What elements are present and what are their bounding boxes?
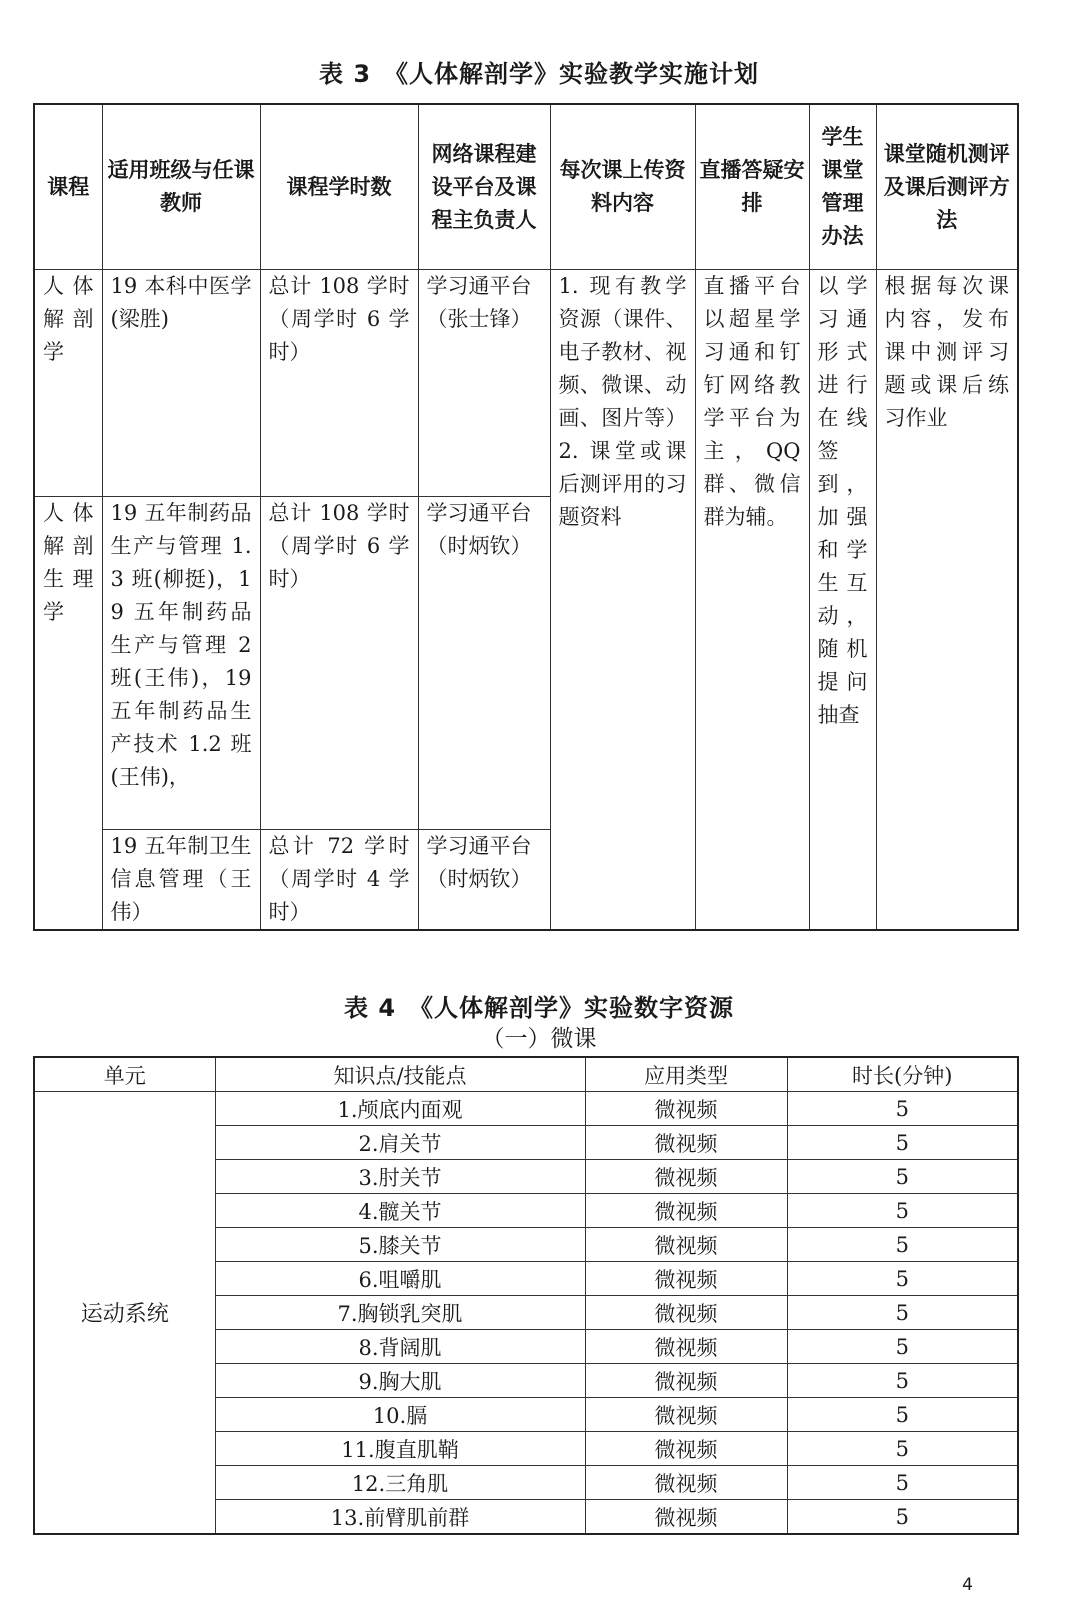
management-cell: 以学习通形式进行在线签到，加强和学生互动，随机提问抽查 — [809, 270, 876, 931]
hours-cell: 总计 108 学时（周学时 6 学时） — [260, 270, 418, 497]
point-cell: 6.咀嚼肌 — [215, 1262, 585, 1296]
header-live: 直播答疑安排 — [695, 104, 809, 270]
header-course: 课程 — [34, 104, 102, 270]
class-teacher-cell: 19 五年制药品生产与管理 1.3 班(柳挺)，19 五年制药品生产与管理 2 班(王伟)，19 五年制药品生产技术 1.2 班(王伟)， — [102, 497, 260, 830]
duration-cell: 5 — [787, 1330, 1018, 1364]
type-cell: 微视频 — [585, 1330, 787, 1364]
point-cell: 10.膈 — [215, 1398, 585, 1432]
header-class-teacher: 适用班级与任课教师 — [102, 104, 260, 270]
header-assessment: 课堂随机测评及课后测评方法 — [876, 104, 1018, 270]
point-cell: 9.胸大肌 — [215, 1364, 585, 1398]
table4-title: 表 4 《人体解剖学》实验数字资源 — [343, 994, 735, 1022]
assessment-cell: 根据每次课内容，发布课中测评习题或课后练习作业 — [876, 270, 1018, 931]
type-cell: 微视频 — [585, 1160, 787, 1194]
type-cell: 微视频 — [585, 1500, 787, 1535]
header-hours: 课程学时数 — [260, 104, 418, 270]
table4-subtitle: （一）微课 — [481, 1026, 597, 1052]
platform-name: 学习通平台 — [426, 501, 532, 525]
duration-cell: 5 — [787, 1398, 1018, 1432]
platform-lead: （时炳钦） — [426, 867, 532, 891]
table-header-row — [34, 1057, 1018, 1092]
duration-cell: 5 — [787, 1126, 1018, 1160]
table-row — [34, 270, 1018, 497]
header-point: 知识点/技能点 — [215, 1057, 585, 1092]
table-header-row — [34, 104, 1018, 270]
duration-cell: 5 — [787, 1092, 1018, 1126]
duration-cell: 5 — [787, 1432, 1018, 1466]
point-cell: 1.颅底内面观 — [215, 1092, 585, 1126]
header-platform: 网络课程建设平台及课程主负责人 — [418, 104, 550, 270]
live-cell: 直播平台以超星学习通和钉钉网络教学平台为主，QQ 群、微信群为辅。 — [695, 270, 809, 931]
point-cell: 7.胸锁乳突肌 — [215, 1296, 585, 1330]
header-unit: 单元 — [34, 1057, 215, 1092]
type-cell: 微视频 — [585, 1092, 787, 1126]
table-row — [34, 1092, 1018, 1126]
table3-title: 表 3 《人体解剖学》实验教学实施计划 — [318, 60, 760, 88]
type-cell: 微视频 — [585, 1296, 787, 1330]
digital-resources-table — [33, 1056, 1019, 1535]
course-cell: 人体解剖生理学 — [34, 497, 102, 931]
duration-cell: 5 — [787, 1228, 1018, 1262]
type-cell: 微视频 — [585, 1262, 787, 1296]
type-cell: 微视频 — [585, 1194, 787, 1228]
type-cell: 微视频 — [585, 1364, 787, 1398]
header-materials: 每次课上传资料内容 — [550, 104, 695, 270]
duration-cell: 5 — [787, 1364, 1018, 1398]
page-number: 4 — [962, 1575, 973, 1595]
duration-cell: 5 — [787, 1194, 1018, 1228]
duration-cell: 5 — [787, 1296, 1018, 1330]
platform-lead: （时炳钦） — [426, 534, 532, 558]
materials-cell: 1. 现有教学资源（课件、电子教材、视频、微课、动画、图片等）2. 课堂或课后测评用的习题资料 — [550, 270, 695, 931]
type-cell: 微视频 — [585, 1126, 787, 1160]
duration-cell: 5 — [787, 1500, 1018, 1535]
header-type: 应用类型 — [585, 1057, 787, 1092]
class-teacher-cell: 19 本科中医学(梁胜) — [102, 270, 260, 497]
platform-name: 学习通平台 — [426, 834, 532, 858]
platform-cell — [418, 830, 550, 931]
hours-cell: 总计 108 学时（周学时 6 学时） — [260, 497, 418, 830]
duration-cell: 5 — [787, 1466, 1018, 1500]
point-cell: 3.肘关节 — [215, 1160, 585, 1194]
unit-cell: 运动系统 — [34, 1092, 215, 1535]
platform-cell — [418, 270, 550, 497]
platform-cell — [418, 497, 550, 830]
implementation-plan-table — [33, 103, 1019, 931]
course-cell: 人体解剖学 — [34, 270, 102, 497]
type-cell: 微视频 — [585, 1228, 787, 1262]
duration-cell: 5 — [787, 1262, 1018, 1296]
type-cell: 微视频 — [585, 1466, 787, 1500]
hours-cell: 总计 72 学时（周学时 4 学时） — [260, 830, 418, 931]
point-cell: 11.腹直肌鞘 — [215, 1432, 585, 1466]
point-cell: 4.髋关节 — [215, 1194, 585, 1228]
class-teacher-cell: 19 五年制卫生信息管理（王伟） — [102, 830, 260, 931]
point-cell: 12.三角肌 — [215, 1466, 585, 1500]
header-duration: 时长(分钟) — [787, 1057, 1018, 1092]
header-management: 学生课堂管理办法 — [809, 104, 876, 270]
point-cell: 2.肩关节 — [215, 1126, 585, 1160]
platform-name: 学习通平台 — [426, 274, 532, 298]
type-cell: 微视频 — [585, 1432, 787, 1466]
point-cell: 13.前臂肌前群 — [215, 1500, 585, 1535]
point-cell: 8.背阔肌 — [215, 1330, 585, 1364]
platform-lead: （张士锋） — [426, 307, 532, 331]
type-cell: 微视频 — [585, 1398, 787, 1432]
point-cell: 5.膝关节 — [215, 1228, 585, 1262]
duration-cell: 5 — [787, 1160, 1018, 1194]
